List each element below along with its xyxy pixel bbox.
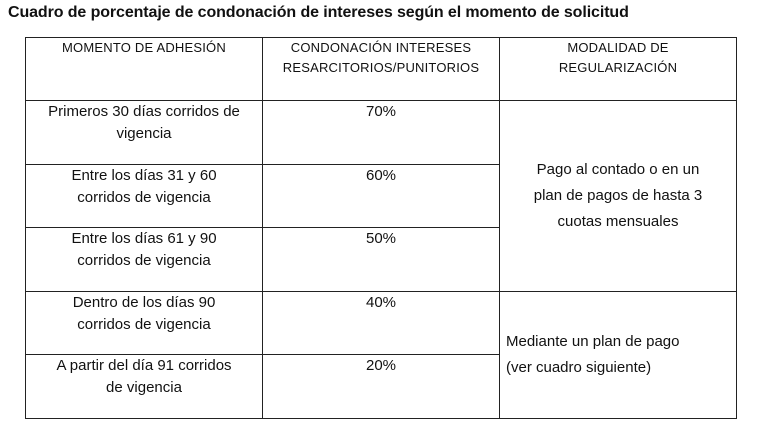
header-modalidad-regularizacion xyxy=(500,38,737,101)
percent-value: 50% xyxy=(365,230,397,248)
modality-cell-contado xyxy=(500,101,737,292)
moment-line: Entre los días 61 y 90 xyxy=(71,230,217,248)
moment-cell xyxy=(26,291,263,355)
moment-line: corridos de vigencia xyxy=(77,315,211,333)
header-label-line: MODALIDAD DE xyxy=(567,40,669,55)
moment-cell xyxy=(26,355,263,419)
header-condonacion-intereses xyxy=(263,38,500,101)
percent-cell xyxy=(263,291,500,355)
percent-cell xyxy=(263,101,500,165)
moment-line: Entre los días 31 y 60 xyxy=(71,166,217,184)
condonation-table xyxy=(25,37,737,419)
percent-cell xyxy=(263,355,500,419)
moment-cell xyxy=(26,101,263,165)
moment-line: Primeros 30 días corridos de xyxy=(48,103,240,120)
modality-line: Mediante un plan de pago xyxy=(506,332,680,350)
moment-line: de vigencia xyxy=(106,379,182,397)
moment-line: A partir del día 91 corridos xyxy=(56,357,232,375)
moment-line: Dentro de los días 90 xyxy=(72,293,216,311)
header-label-line: REGULARIZACIÓN xyxy=(558,60,678,75)
moment-line: vigencia xyxy=(116,125,172,142)
moment-line: corridos de vigencia xyxy=(77,252,211,270)
modality-line: Pago al contado o en un xyxy=(536,160,700,178)
table-row xyxy=(26,101,737,165)
header-label-line: CONDONACIÓN INTERESES xyxy=(290,40,472,55)
percent-value: 60% xyxy=(365,166,397,184)
modality-line: plan de pagos de hasta 3 xyxy=(533,186,703,204)
percent-cell xyxy=(263,164,500,228)
document-title: Cuadro de porcentaje de condonación de intereses según el momento de solicitud xyxy=(8,4,629,21)
moment-cell xyxy=(26,228,263,292)
header-momento-adhesion xyxy=(26,38,263,101)
moment-line: corridos de vigencia xyxy=(77,188,211,206)
moment-cell xyxy=(26,164,263,228)
header-label: MOMENTO DE ADHESIÓN xyxy=(62,40,226,55)
table-row xyxy=(26,291,737,355)
percent-value: 20% xyxy=(365,357,397,375)
table-header-row xyxy=(26,38,737,101)
header-label-line: RESARCITORIOS/PUNITORIOS xyxy=(282,60,480,75)
percent-value: 70% xyxy=(365,103,397,120)
modality-cell-plan-pago xyxy=(500,291,737,418)
percent-value: 40% xyxy=(365,293,397,311)
modality-line: (ver cuadro siguiente) xyxy=(506,358,652,376)
percent-cell xyxy=(263,228,500,292)
modality-line: cuotas mensuales xyxy=(557,212,679,230)
